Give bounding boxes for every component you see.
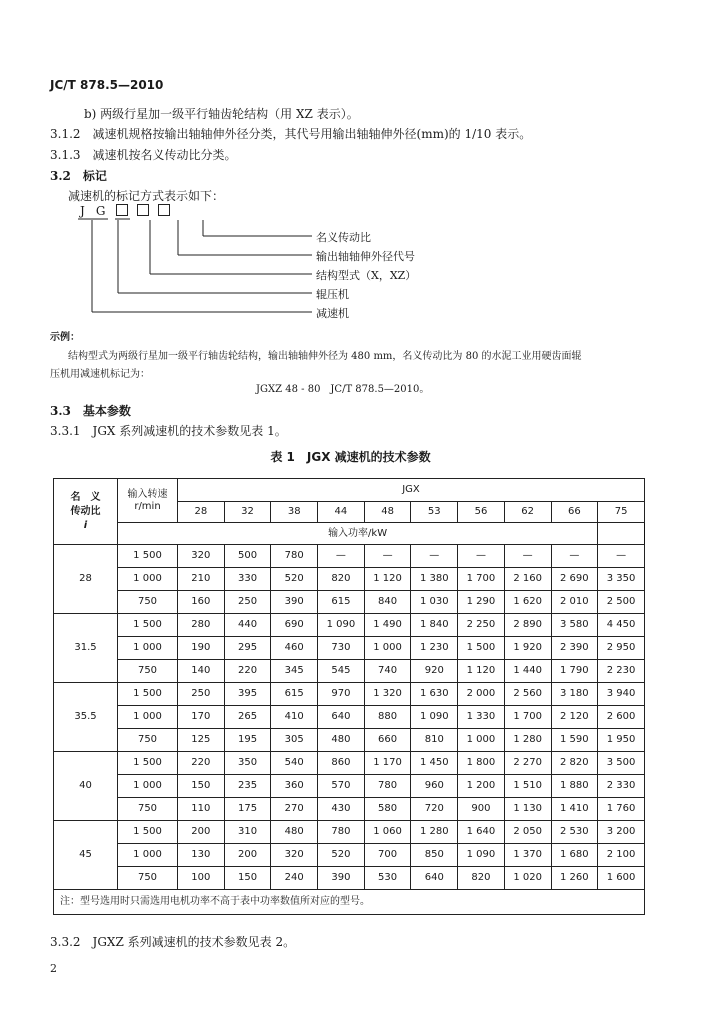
table-row (54, 614, 645, 637)
header-size: 44 (318, 502, 365, 523)
ratio-cell: 45 (54, 821, 118, 890)
power-cell: 330 (224, 568, 271, 591)
table-title: 表 1 JGX 减速机的技术参数 (270, 450, 431, 464)
power-cell: 1 700 (458, 568, 505, 591)
power-cell: 2 530 (551, 821, 598, 844)
ratio-cell: 31.5 (54, 614, 118, 683)
power-cell: 150 (178, 775, 225, 798)
page-number: 2 (50, 962, 57, 975)
power-cell: 170 (178, 706, 225, 729)
power-cell: 3 940 (598, 683, 645, 706)
power-cell: 3 200 (598, 821, 645, 844)
power-cell: — (598, 545, 645, 568)
power-cell: 1 090 (318, 614, 365, 637)
document-code: JC/T 878.5—2010 (50, 78, 164, 92)
power-cell: 480 (271, 821, 318, 844)
power-cell: 615 (271, 683, 318, 706)
power-cell: 2 500 (598, 591, 645, 614)
power-cell: 140 (178, 660, 225, 683)
example-line-1: 结构型式为两级行星加一级平行轴齿轮结构，输出轴轴伸外径为 480 mm，名义传动比为 80 的水泥工业用硬齿面辊 (68, 351, 582, 362)
speed-cell: 1 000 (118, 568, 178, 591)
power-cell: 640 (318, 706, 365, 729)
power-cell: 900 (458, 798, 505, 821)
power-cell: 350 (224, 752, 271, 775)
power-cell: 1 280 (411, 821, 458, 844)
power-cell: 410 (271, 706, 318, 729)
power-cell: 360 (271, 775, 318, 798)
power-cell: 1 680 (551, 844, 598, 867)
power-cell: 2 690 (551, 568, 598, 591)
power-cell: 200 (224, 844, 271, 867)
header-ratio-line: 名 义 (70, 491, 101, 503)
speed-cell: 1 000 (118, 706, 178, 729)
header-ratio (54, 479, 118, 545)
power-cell: — (411, 545, 458, 568)
power-cell: 1 760 (598, 798, 645, 821)
power-cell: 520 (318, 844, 365, 867)
power-cell: 1 170 (364, 752, 411, 775)
power-cell: 220 (178, 752, 225, 775)
power-cell: 280 (178, 614, 225, 637)
power-cell: 2 890 (504, 614, 551, 637)
table-row (54, 798, 645, 821)
power-cell: 1 440 (504, 660, 551, 683)
header-size: 48 (364, 502, 411, 523)
table-row (54, 706, 645, 729)
power-cell: 1 840 (411, 614, 458, 637)
table-row (54, 867, 645, 890)
power-cell: 320 (271, 844, 318, 867)
power-cell: 1 950 (598, 729, 645, 752)
power-cell: 810 (411, 729, 458, 752)
power-cell: 840 (364, 591, 411, 614)
header-size: 53 (411, 502, 458, 523)
power-cell: 700 (364, 844, 411, 867)
power-cell: 690 (271, 614, 318, 637)
power-cell: 1 410 (551, 798, 598, 821)
power-cell: — (364, 545, 411, 568)
speed-cell: 1 500 (118, 683, 178, 706)
header-power: 输入功率/kW (118, 523, 598, 545)
ratio-cell: 28 (54, 545, 118, 614)
power-cell: 4 450 (598, 614, 645, 637)
example-title: 示例： (50, 332, 80, 343)
header-size: 56 (458, 502, 505, 523)
ratio-cell: 40 (54, 752, 118, 821)
power-cell: 1 330 (458, 706, 505, 729)
power-cell: 545 (318, 660, 365, 683)
power-cell: 345 (271, 660, 318, 683)
speed-cell: 750 (118, 867, 178, 890)
power-cell: 1 230 (411, 637, 458, 660)
clause-3-1-2: 3.1.2 减速机规格按输出轴轴伸外径分类，其代号用输出轴轴伸外径(mm)的 1/10 表示。 (50, 127, 532, 141)
power-cell: 200 (178, 821, 225, 844)
power-cell: 1 370 (504, 844, 551, 867)
ratio-cell: 35.5 (54, 683, 118, 752)
clause-3-3-1: 3.3.1 JGX 系列减速机的技术参数见表 1。 (50, 424, 287, 438)
table-row (54, 568, 645, 591)
power-cell: — (318, 545, 365, 568)
power-cell: 1 120 (364, 568, 411, 591)
power-cell: 1 120 (458, 660, 505, 683)
power-cell: 740 (364, 660, 411, 683)
speed-cell: 1 000 (118, 844, 178, 867)
section-3-3-title: 3.3 基本参数 (50, 404, 131, 418)
power-cell: 240 (271, 867, 318, 890)
power-cell: 390 (318, 867, 365, 890)
header-size: 32 (224, 502, 271, 523)
power-cell: 295 (224, 637, 271, 660)
speed-cell: 750 (118, 798, 178, 821)
power-cell: 480 (318, 729, 365, 752)
power-cell: 395 (224, 683, 271, 706)
table-row (54, 637, 645, 660)
power-cell: 500 (224, 545, 271, 568)
header-series: JGX (178, 479, 645, 502)
power-cell: 1 320 (364, 683, 411, 706)
power-cell: 210 (178, 568, 225, 591)
power-cell: 1 090 (458, 844, 505, 867)
power-cell: 850 (411, 844, 458, 867)
header-input-speed (118, 479, 178, 523)
power-cell: 1 600 (598, 867, 645, 890)
power-cell: — (458, 545, 505, 568)
power-cell: 190 (178, 637, 225, 660)
power-cell: 820 (318, 568, 365, 591)
power-cell: 100 (178, 867, 225, 890)
power-cell: 1 000 (458, 729, 505, 752)
power-cell: 880 (364, 706, 411, 729)
marking-intro: 减速机的标记方式表示如下： (68, 189, 225, 203)
marking-char-j: J (80, 204, 85, 218)
power-cell: 615 (318, 591, 365, 614)
power-cell: 2 000 (458, 683, 505, 706)
power-cell: 250 (224, 591, 271, 614)
power-cell: 1 280 (504, 729, 551, 752)
power-cell: 265 (224, 706, 271, 729)
speed-cell: 1 000 (118, 775, 178, 798)
header-ratio-line: 传动比 (70, 505, 101, 517)
marking-char-g: G (95, 204, 106, 218)
header-size: 38 (271, 502, 318, 523)
power-cell: 780 (364, 775, 411, 798)
power-cell: 1 920 (504, 637, 551, 660)
power-cell: 780 (271, 545, 318, 568)
power-cell: 2 600 (598, 706, 645, 729)
power-cell: 1 450 (411, 752, 458, 775)
table-row (54, 545, 645, 568)
marking-label-roller-press: 辊压机 (316, 288, 349, 301)
table-note: 注：型号选用时只需选用电机功率不高于表中功率数值所对应的型号。 (54, 890, 645, 915)
power-cell: 430 (318, 798, 365, 821)
power-cell: 2 160 (504, 568, 551, 591)
clause-3-3-2: 3.3.2 JGXZ 系列减速机的技术参数见表 2。 (50, 935, 296, 949)
power-cell: 320 (178, 545, 225, 568)
power-cell: 130 (178, 844, 225, 867)
header-ratio-line: i (83, 519, 88, 531)
speed-cell: 1 500 (118, 614, 178, 637)
header-size: 62 (504, 502, 551, 523)
power-cell: 1 700 (504, 706, 551, 729)
header-size: 66 (551, 502, 598, 523)
power-cell: 960 (411, 775, 458, 798)
power-cell: 2 560 (504, 683, 551, 706)
power-cell: 3 500 (598, 752, 645, 775)
power-cell: 540 (271, 752, 318, 775)
power-cell: 2 120 (551, 706, 598, 729)
power-cell: 1 640 (458, 821, 505, 844)
marking-label-reducer: 减速机 (316, 307, 349, 320)
power-cell: 150 (224, 867, 271, 890)
header-speed-line: r/min (134, 500, 161, 512)
power-cell: 235 (224, 775, 271, 798)
power-cell: — (551, 545, 598, 568)
power-cell: 1 800 (458, 752, 505, 775)
speed-cell: 1 500 (118, 821, 178, 844)
power-cell: 310 (224, 821, 271, 844)
power-cell: 110 (178, 798, 225, 821)
speed-cell: 750 (118, 591, 178, 614)
power-cell: 1 590 (551, 729, 598, 752)
power-cell: 2 100 (598, 844, 645, 867)
power-cell: 1 020 (504, 867, 551, 890)
power-cell: 1 000 (364, 637, 411, 660)
power-cell: 1 620 (504, 591, 551, 614)
power-cell: 1 200 (458, 775, 505, 798)
speed-cell: 750 (118, 660, 178, 683)
power-cell: 2 010 (551, 591, 598, 614)
power-cell: 720 (411, 798, 458, 821)
power-cell: 305 (271, 729, 318, 752)
power-cell: 2 390 (551, 637, 598, 660)
table-row (54, 821, 645, 844)
power-cell: 520 (271, 568, 318, 591)
power-cell: 1 490 (364, 614, 411, 637)
power-cell: 1 790 (551, 660, 598, 683)
power-cell: 3 350 (598, 568, 645, 591)
example-code: JGXZ 48 - 80 JC/T 878.5—2010。 (256, 384, 430, 395)
power-cell: 460 (271, 637, 318, 660)
power-cell: 580 (364, 798, 411, 821)
power-cell: 1 030 (411, 591, 458, 614)
marking-label-shaft-code: 输出轴轴伸外径代号 (316, 250, 415, 263)
power-cell: 195 (224, 729, 271, 752)
section-3-2-title: 3.2 标记 (50, 169, 107, 183)
power-cell: 250 (178, 683, 225, 706)
power-cell: 2 330 (598, 775, 645, 798)
power-cell: 920 (411, 660, 458, 683)
speed-cell: 1 500 (118, 752, 178, 775)
power-cell: 2 250 (458, 614, 505, 637)
power-cell: 1 380 (411, 568, 458, 591)
power-cell: 530 (364, 867, 411, 890)
clause-b: b) 两级行星加一级平行轴齿轮结构（用 XZ 表示）。 (84, 107, 359, 121)
power-cell: 2 050 (504, 821, 551, 844)
power-cell: 570 (318, 775, 365, 798)
table-row (54, 591, 645, 614)
power-cell: 3 580 (551, 614, 598, 637)
power-cell: 1 130 (504, 798, 551, 821)
power-cell: 160 (178, 591, 225, 614)
clause-3-1-3: 3.1.3 减速机按名义传动比分类。 (50, 148, 237, 162)
power-cell: 125 (178, 729, 225, 752)
power-cell: 860 (318, 752, 365, 775)
power-cell: 1 510 (504, 775, 551, 798)
example-line-2: 压机用减速机标记为： (50, 369, 150, 380)
table-row (54, 683, 645, 706)
power-cell: 1 630 (411, 683, 458, 706)
speed-cell: 750 (118, 729, 178, 752)
power-cell: 390 (271, 591, 318, 614)
power-cell: 970 (318, 683, 365, 706)
power-cell: 270 (271, 798, 318, 821)
power-cell: 1 880 (551, 775, 598, 798)
power-cell: 1 090 (411, 706, 458, 729)
marking-label-structure: 结构型式（X，XZ） (316, 269, 417, 282)
power-cell: — (504, 545, 551, 568)
table-row (54, 775, 645, 798)
power-cell: 1 500 (458, 637, 505, 660)
header-size: 75 (598, 502, 645, 523)
power-cell: 1 290 (458, 591, 505, 614)
table-row (54, 752, 645, 775)
power-cell: 1 260 (551, 867, 598, 890)
spec-table (53, 478, 645, 915)
power-cell: 220 (224, 660, 271, 683)
header-speed-line: 输入转速 (127, 488, 168, 500)
power-cell: 660 (364, 729, 411, 752)
speed-cell: 1 000 (118, 637, 178, 660)
marking-label-ratio: 名义传动比 (316, 231, 371, 244)
power-cell: 2 230 (598, 660, 645, 683)
power-cell: 780 (318, 821, 365, 844)
table-row (54, 729, 645, 752)
power-cell: 820 (458, 867, 505, 890)
power-cell: 640 (411, 867, 458, 890)
power-cell: 3 180 (551, 683, 598, 706)
table-row (54, 844, 645, 867)
power-cell: 1 060 (364, 821, 411, 844)
power-cell: 2 820 (551, 752, 598, 775)
power-cell: 2 950 (598, 637, 645, 660)
power-cell: 440 (224, 614, 271, 637)
power-cell: 175 (224, 798, 271, 821)
power-cell: 730 (318, 637, 365, 660)
power-cell: 2 270 (504, 752, 551, 775)
speed-cell: 1 500 (118, 545, 178, 568)
header-size: 28 (178, 502, 225, 523)
table-row (54, 660, 645, 683)
